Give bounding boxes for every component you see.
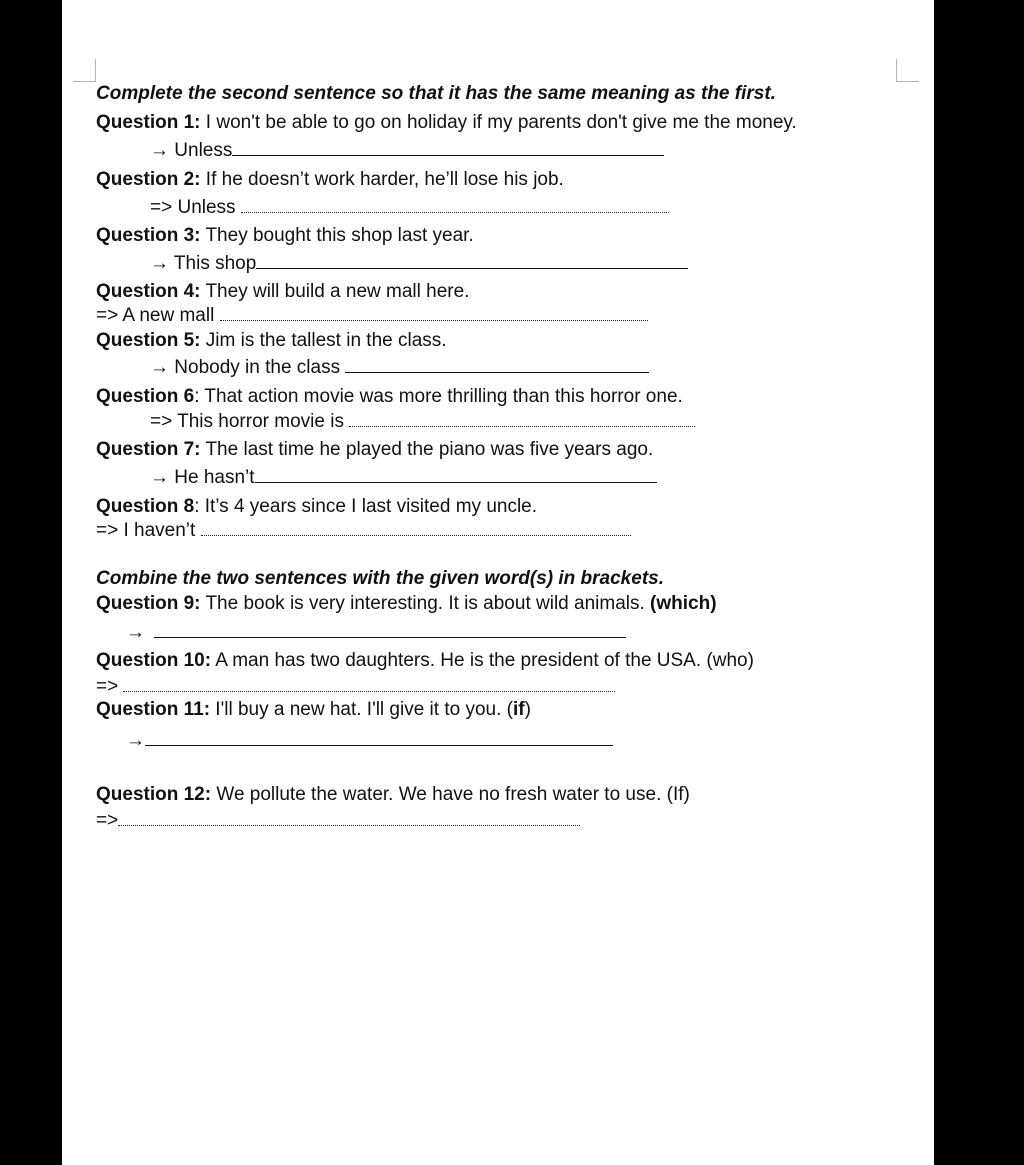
answer-11: →: [126, 730, 613, 752]
answer-dotted-line[interactable]: [123, 676, 615, 692]
answer-blank[interactable]: [232, 140, 664, 156]
answer-blank[interactable]: [256, 253, 688, 269]
section1-heading: Complete the second sentence so that it has the same meaning as the first.: [96, 83, 776, 104]
answer-blank[interactable]: [255, 467, 657, 483]
answer-4: => A new mall: [96, 305, 648, 327]
page-corner-mark-left: [73, 59, 96, 82]
question-4: Question 4: They will build a new mall here.: [96, 281, 470, 302]
question-10: Question 10: A man has two daughters. He is the president of the USA. (who): [96, 650, 754, 671]
answer-blank[interactable]: [145, 730, 613, 746]
question-9: Question 9: The book is very interesting. It is about wild animals. (which): [96, 593, 717, 614]
answer-12: =>: [96, 810, 580, 832]
answer-dotted-line[interactable]: [241, 197, 669, 213]
answer-dotted-line[interactable]: [118, 810, 580, 826]
answer-2: => Unless: [150, 197, 669, 219]
answer-8: => I haven’t: [96, 520, 631, 542]
page-corner-mark-right: [896, 59, 919, 82]
question-3: Question 3: They bought this shop last year.: [96, 225, 474, 246]
answer-1: → Unless: [150, 140, 664, 162]
answer-5: → Nobody in the class: [150, 357, 649, 379]
answer-blank[interactable]: [345, 357, 649, 373]
answer-3: → This shop: [150, 253, 688, 275]
question-6: Question 6: That action movie was more thrilling than this horror one.: [96, 386, 683, 407]
answer-6: => This horror movie is: [150, 411, 695, 433]
question-1: Question 1: I won't be able to go on holiday if my parents don't give me the money.: [96, 112, 797, 133]
question-11: Question 11: I'll buy a new hat. I'll give it to you. (if): [96, 699, 531, 720]
question-2: Question 2: If he doesn’t work harder, he’ll lose his job.: [96, 169, 564, 190]
answer-dotted-line[interactable]: [349, 411, 695, 427]
answer-7: → He hasn’t: [150, 467, 657, 489]
answer-dotted-line[interactable]: [220, 305, 648, 321]
answer-9: →: [126, 622, 626, 644]
answer-dotted-line[interactable]: [201, 520, 631, 536]
question-12: Question 12: We pollute the water. We have no fresh water to use. (If): [96, 784, 690, 805]
answer-blank[interactable]: [154, 622, 626, 638]
question-7: Question 7: The last time he played the piano was five years ago.: [96, 439, 654, 460]
question-8: Question 8: It’s 4 years since I last visited my uncle.: [96, 496, 538, 517]
section2-heading: Combine the two sentences with the given word(s) in brackets.: [96, 568, 664, 589]
answer-10: =>: [96, 676, 615, 698]
question-5: Question 5: Jim is the tallest in the class.: [96, 330, 447, 351]
